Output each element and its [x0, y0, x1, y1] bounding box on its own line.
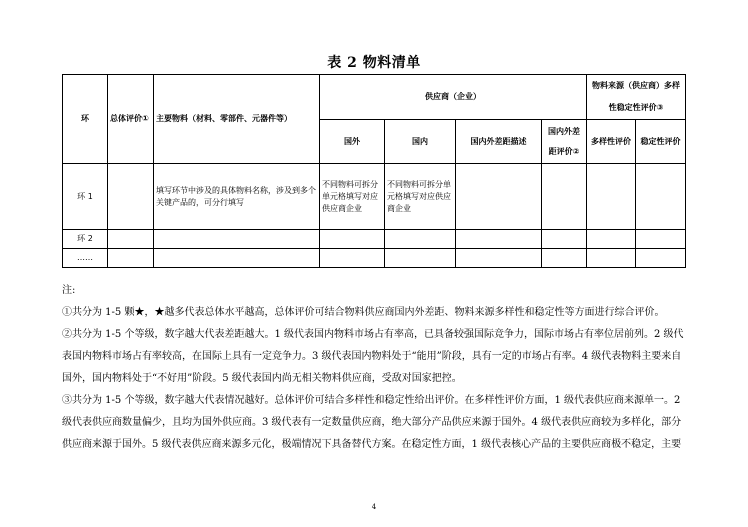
header-overall-rating: 总体评价① [108, 75, 154, 164]
gap-desc-cell [456, 164, 542, 230]
header-gap-description: 国内外差距描述 [456, 120, 542, 164]
page-number: 4 [371, 503, 377, 511]
header-stability: 稳定性评价 [636, 120, 686, 164]
header-ring: 环 [63, 75, 108, 164]
ring-cell: 环 1 [63, 164, 108, 230]
table-title: 表 2 物料清单 [327, 55, 421, 71]
material-list-table [62, 74, 686, 268]
header-diversity: 多样性评价 [587, 120, 636, 164]
note-3-line-3: 供应商来源于国外。5 级代表供应商来源多元化，极端情况下具备替代方案。在稳定性方面，1 级代表核心产品的主要供应商极不稳定，主要 [62, 439, 682, 450]
ring-cell: …… [63, 249, 108, 268]
header-gap-line1: 国内外差 [548, 126, 580, 136]
header-row-1 [63, 75, 686, 120]
foreign-cell: 不同物料可拆分单元格填写对应供应商企业 [320, 164, 385, 230]
note-2-line-2: 表国内物料市场占有率较高，在国际上具有一定竞争力。3 级代表国内物料处于“能用”阶段，具有一定的市场占有率。4 级代表物料主要来自 [62, 351, 682, 362]
note-1: ①共分为 1-5 颗★，★越多代表总体水平越高，总体评价可结合物料供应商国内外差距、物料来源多样性和稳定性等方面进行综合评价。 [62, 307, 665, 318]
header-gap-rating [542, 120, 587, 164]
overall-cell [108, 164, 154, 230]
table-row [63, 164, 686, 230]
note-2-line-3: 国外，国内物料处于“不好用”阶段。5 级代表国内尚无相关物料供应商，受敌对国家把控。 [62, 373, 462, 384]
header-source-line1: 物料来源（供应商）多样 [592, 81, 680, 90]
domestic-cell: 不同物料可拆分单元格填写对应供应商企业 [385, 164, 456, 230]
ring-cell: 环 2 [63, 230, 108, 249]
note-2-line-1: ②共分为 1-5 个等级，数字越大代表差距越大。1 级代表国内物料市场占有率高，已具备较强国际竞争力，国际市场占有率位居前列。2 级代 [62, 329, 684, 340]
header-domestic: 国内 [385, 120, 456, 164]
header-source-stability [587, 75, 686, 120]
notes-section [62, 280, 690, 456]
materials-cell: 填写环节中涉及的具体物料名称，涉及到多个关键产品的，可分行填写 [154, 164, 320, 230]
gap-rating-cell [542, 164, 587, 230]
note-3-line-1: ③共分为 1-5 个等级，数字越大代表情况越好。总体评价可结合多样性和稳定性给出评价。在多样性评价方面，1 级代表供应商来源单一。2 [62, 395, 681, 406]
header-gap-line2: 距评价② [548, 146, 580, 156]
stability-cell [636, 164, 686, 230]
header-supplier: 供应商（企业） [320, 75, 587, 120]
notes-label: 注: [62, 285, 76, 296]
note-3-line-2: 级代表供应商数量偏少，且均为国外供应商。3 级代表有一定数量供应商，绝大部分产品供应来源于国外。4 级代表供应商较为多样化，部分 [62, 417, 682, 428]
header-source-line2: 性稳定性评价③ [608, 103, 664, 112]
header-main-materials: 主要物料（材料、零部件、元器件等） [154, 75, 320, 164]
header-foreign: 国外 [320, 120, 385, 164]
diversity-cell [587, 164, 636, 230]
table-row [63, 230, 686, 249]
table-row [63, 249, 686, 268]
